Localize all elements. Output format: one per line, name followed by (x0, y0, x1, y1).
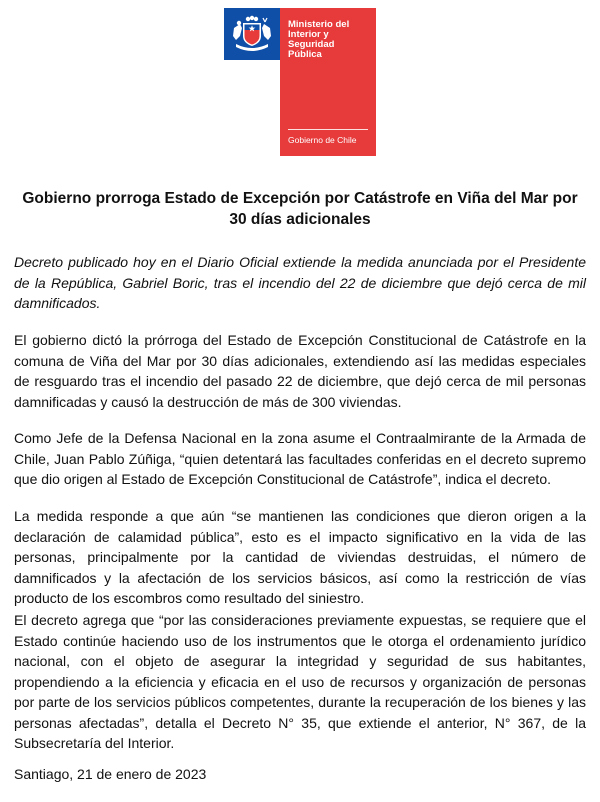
ministry-name (288, 20, 374, 60)
date-line: Santiago, 21 de enero de 2023 (14, 766, 207, 782)
logo-blue-block (224, 8, 280, 60)
government-label: Gobierno de Chile (288, 135, 357, 145)
lead-paragraph: Decreto publicado hoy en el Diario Oficial extiende la medida anunciada por el Presidente de la República, Gabriel Boric, tras el incendio del 22 de diciembre que dejó cerca de mil damnificados. (14, 254, 586, 311)
chile-coat-of-arms-icon (230, 14, 274, 54)
ministry-line: Pública (288, 49, 322, 60)
body-paragraph: La medida responde a que aún “se mantienen las condiciones que dieron origen a la declaración de calamidad pública”, esto es el impacto significativo en la vida de las personas, principalmente por la cantidad de viviendas destruidas, el número de damnificados y la afectación de los servicios básicos, así como la restricción de vías producto de los escombros como resultado del siniestro. (14, 508, 586, 606)
ministry-line: Ministerio del (288, 19, 350, 30)
body-paragraph: El decreto agrega que “por las consideraciones previamente expuestas, se requiere que el Estado continúe haciendo uso de los instrumentos que le otorga el ordenamiento jurídico nacional, con el objeto de asegurar la integridad y seguridad de sus habitantes, propendiendo a la eficiencia y eficacia en el uso de recursos y organización de personas por parte de los servicios públicos competentes, durante la recuperación de los bienes y las personas afectadas”, detalla el Decreto N° 35, que extiende el anterior, N° 367, de la Subsecretaría del Interior. (14, 612, 586, 751)
ministry-logo (224, 8, 376, 156)
logo-divider (288, 129, 368, 130)
ministry-line: Interior y (288, 29, 329, 40)
ministry-line: Seguridad (288, 39, 335, 50)
logo-red-block (280, 8, 376, 156)
body-paragraph: El gobierno dictó la prórroga del Estado de Excepción Constitucional de Catástrofe en la comuna de Viña del Mar por 30 días adicionales, extendiendo así las medidas especiales de resguardo tras el incendio del pasado 22 de diciembre, que dejó cerca de mil personas damnificadas y causó la destrucción de más de 300 viviendas. (14, 332, 586, 410)
body-paragraph: Como Jefe de la Defensa Nacional en la zona asume el Contraalmirante de la Armada de Chile, Juan Pablo Zúñiga, “quien detentará las facultades conferidas en el decreto supremo que dio origen al Estado de Excepción Constitucional de Catástrofe”, indica el decreto. (14, 430, 586, 487)
press-release-title: Gobierno prorroga Estado de Excepción por Catástrofe en Viña del Mar por 30 días adicionales (22, 190, 578, 228)
